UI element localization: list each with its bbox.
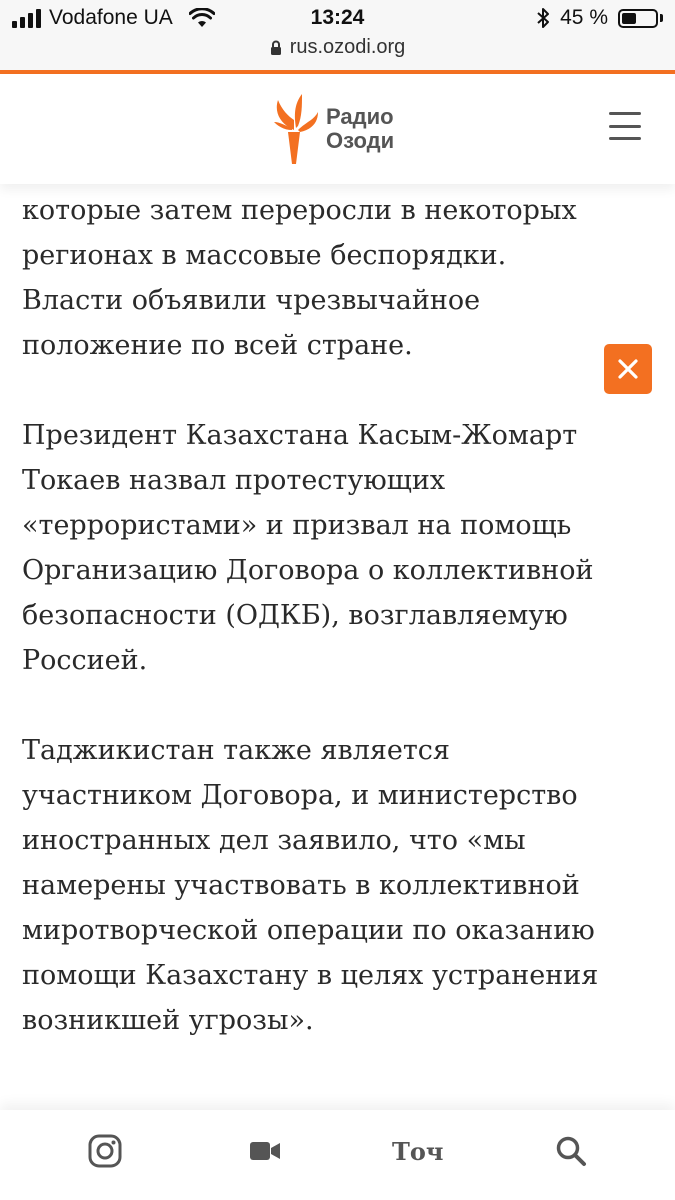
battery-tip	[660, 14, 663, 22]
logo-wordmark	[326, 105, 394, 153]
torch-logo-icon	[272, 92, 320, 166]
lock-icon	[270, 40, 282, 56]
status-bar	[0, 0, 675, 72]
url-text: rus.ozodi.org	[289, 36, 406, 58]
menu-icon[interactable]	[609, 112, 641, 140]
video-camera-icon	[249, 1140, 281, 1162]
logo-line-2: Озоди	[326, 128, 395, 153]
nav-toch-label: Точ	[392, 1136, 444, 1166]
carrier-name: Vodafone UA	[49, 6, 173, 29]
bottom-nav	[0, 1110, 675, 1200]
site-header	[0, 74, 675, 184]
instagram-icon	[88, 1134, 122, 1168]
search-icon	[555, 1135, 587, 1167]
address-bar[interactable]	[0, 36, 675, 59]
close-icon	[617, 358, 639, 380]
article-paragraph: Президент Казахстана Касым-Жомарт Токаев назвал протестующих «террористами» и призвал на помощь Организацию Договора о коллективной безопасности (ОДКБ), возглавляемую Россией.	[22, 420, 594, 676]
nav-search[interactable]	[555, 1134, 587, 1168]
nav-instagram[interactable]	[88, 1134, 122, 1168]
article-paragraph: которые затем переросли в некоторых регионах в массовые беспорядки. Власти объявили чрезвычайное положение по всей стране.	[22, 195, 577, 361]
site-logo[interactable]	[272, 92, 394, 166]
status-right	[536, 6, 663, 30]
logo-line-1: Радио	[326, 104, 394, 129]
nav-video[interactable]	[248, 1134, 282, 1168]
close-button[interactable]	[604, 344, 652, 394]
clock-time: 13:24	[310, 6, 365, 29]
article-body	[22, 188, 602, 1043]
article-paragraph: Таджикистан также является участником Договора, и министерство иностранных дел заявило, что «мы намерены участвовать в коллективной миротворческой операции по оказанию помощи Казахстану в целях устранения возникшей угрозы».	[22, 735, 599, 1036]
battery-icon	[618, 9, 658, 28]
battery-level	[622, 13, 636, 24]
nav-toch[interactable]	[392, 1134, 443, 1168]
bluetooth-icon	[536, 7, 550, 29]
battery-percent: 45 %	[560, 6, 608, 29]
